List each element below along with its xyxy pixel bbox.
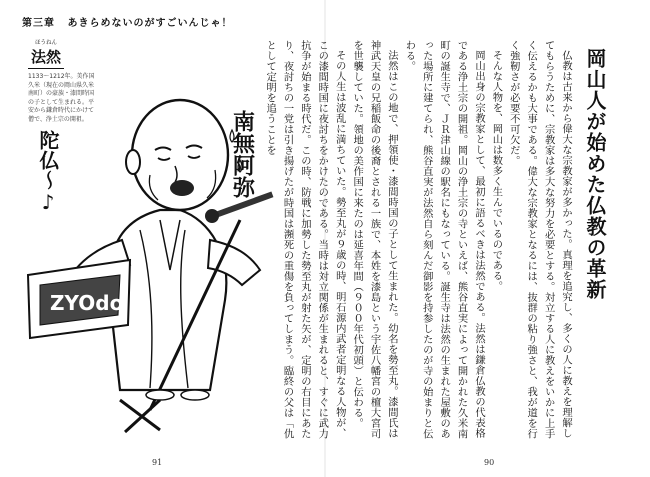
person-name: 法然 <box>28 46 64 69</box>
page-number-right: 90 <box>484 458 495 467</box>
section-title: 岡山人が始めた仏教の革新 <box>583 48 607 300</box>
paragraph: 仏教は古来から偉大な宗教家が多かった。真理を追究し、多くの人に教えを理解してもらうために、宗教家は多大な努力を必要とする。対立する人に教えをいかに上手く伝えるかも大事である。偉大な宗教家となるには、抜群の粘り強さと、我が道を行く強靭さが必要不可欠だ。 <box>507 40 572 439</box>
paragraph: その人生は波乱に満ちていた。勢至丸が９歳の時、明石源内武者定明なる人物が、この漆間時国に夜討ちをかけたのである。当時は対立関係が生まれると、すぐに武力抗争が始まる時代だ。この時、防戦に加勢した勢至丸が射た矢が、定明の右目にあたり、夜討ちの一党は引き揚げたが時国は瀕死の重傷を負ってしまう。臨終の父は「仇として定明を追うことを <box>264 40 346 439</box>
paragraph: そんな人物を、岡山は数多く生んでいるのである。 <box>490 50 503 292</box>
banner-text: ZYOdo <box>50 291 124 315</box>
chapter-header <box>22 14 232 29</box>
body-text <box>264 40 574 440</box>
paragraph: 岡山出身の宗教家として、最初に語るべきは法然である。法然は鎌倉仏教の代表格である浄土宗の開祖。岡山の浄土宗の寺といえば、熊谷直実によって開かれた久米南町の誕生寺で、ＪＲ津山線の駅名にもなっている。誕生寺は法然の生まれた屋敷のあった場所に建てられ、熊谷直実が法然自ら刻んだ御影を持参したのが寺の始まりと伝わる。 <box>403 40 485 439</box>
chapter-number: 第三章 <box>22 18 55 29</box>
page-number-left: 91 <box>152 458 163 467</box>
person-bio: 1133〜1212年。美作国久米（現在の岡山県久米南町）の豪族・漆間時国の子として生まれる。平安から鎌倉時代にかけて僧で、浄土宗の開祖。 <box>28 73 95 123</box>
name-ruby: ほうねん <box>34 40 57 46</box>
paragraph: 法然はこの地で、押領使・漆間時国の子として生まれた。幼名を勢至丸。漆間氏は神武天皇の兄稲飯命の後裔とされる一族で、本姓を漆島という宇佐八幡宮の檀大宮司を世襲していた。領地の美作国に来たのは延喜年間（９００年代初頭）と伝わる。 <box>351 40 398 439</box>
speech-bubble-left: 陀仏〜♪ <box>36 130 60 214</box>
speech-bubble-right: 南無阿弥 <box>229 110 255 198</box>
chapter-title: あきらめないのがすごいんじゃ！ <box>67 18 233 29</box>
